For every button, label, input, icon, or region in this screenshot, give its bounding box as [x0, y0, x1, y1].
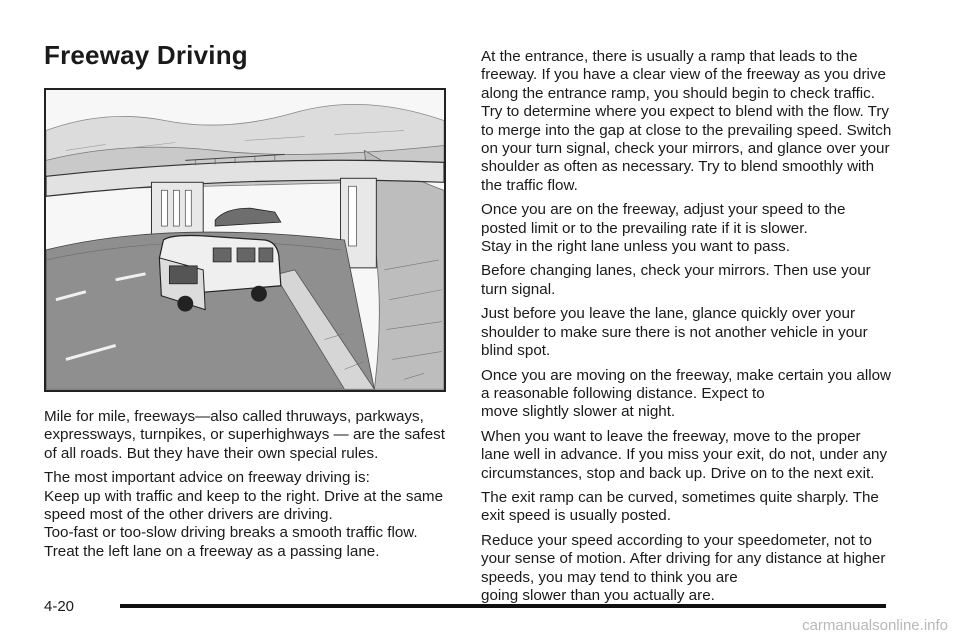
left-column-text	[44, 408, 456, 567]
left-paragraph-1: Mile for mile, freeways—also called thruways, parkways, expressways, turnpikes, or superhighways — are the safest of all roads. But they have their own special rules.	[44, 408, 445, 462]
right-paragraph-3: Before changing lanes, check your mirrors. Then use your turn signal.	[481, 262, 871, 298]
footer-rule	[120, 604, 886, 608]
right-paragraph-1: At the entrance, there is usually a ramp that leads to the freeway. If you have a clear view of the freeway as you drive along the entrance ramp, you should begin to check traffic. Try to determine where you expect to blend with the flow. Try to merge into the gap at close to the prevailing speed. Switch on your turn signal, check your mirrors, and glance over your shoulder as often as necessary. Try to blend smoothly with the traffic flow.	[481, 48, 892, 194]
right-column-text	[481, 48, 893, 611]
page-number: 4-20	[44, 598, 75, 615]
right-paragraph-8: Reduce your speed according to your speedometer, not to your sense of motion. After driving for any distance at higher speeds, you may tend to think you are going slower than you actually are.	[481, 531, 886, 604]
left-paragraph-2: The most important advice on freeway driving is: Keep up with traffic and keep to the right. Drive at the same speed most of the other drivers are driving. Too-fast or too-slow driving breaks a smooth traffic flow. Treat the left lane on a freeway as a passing lane.	[44, 469, 444, 560]
watermark: carmanualsonline.info	[802, 617, 948, 634]
right-paragraph-7: The exit ramp can be curved, sometimes quite sharply. The exit speed is usually posted.	[481, 488, 879, 525]
freeway-illustration	[44, 88, 446, 392]
freeway-overpass-drawing	[46, 90, 444, 390]
right-paragraph-5: Once you are moving on the freeway, make certain you allow a reasonable following distance. Expect to move slightly slower at night.	[481, 366, 891, 421]
right-paragraph-6: When you want to leave the freeway, move to the proper lane well in advance. If you miss your exit, do not, under any circumstances, stop and back up. Drive on to the next exit.	[481, 427, 888, 482]
right-paragraph-4: Just before you leave the lane, glance quickly over your shoulder to make sure there is not another vehicle in your blind spot.	[481, 305, 868, 360]
right-paragraph-2: Once you are on the freeway, adjust your speed to the posted limit or to the prevailing rate if it is slower. Stay in the right lane unless you want to pass.	[481, 201, 846, 256]
page-heading: Freeway Driving	[44, 40, 248, 70]
